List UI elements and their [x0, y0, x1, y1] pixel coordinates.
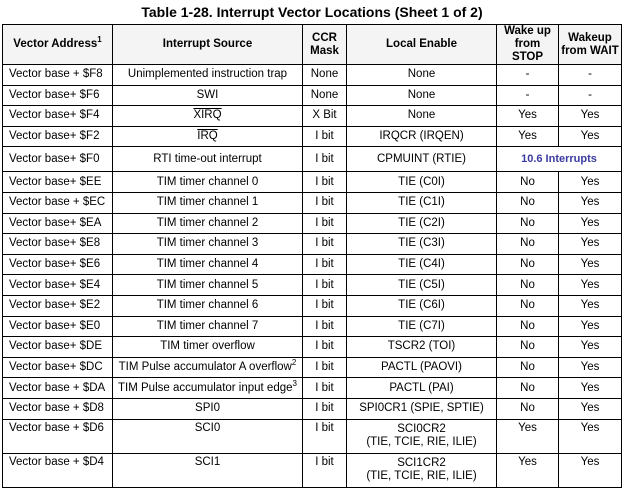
cell-vector-address: Vector base+ $F2	[3, 126, 113, 147]
cell-interrupt-source	[113, 378, 303, 399]
cell-ccr-mask: I bit	[303, 126, 347, 147]
interrupt-source-text: Unimplemented instruction trap	[127, 68, 288, 81]
interrupt-source-text: TIM timer channel 7	[156, 319, 259, 332]
cell-wake-wait: Yes	[559, 295, 622, 316]
cell-local-enable	[347, 234, 497, 255]
cell-local-enable	[347, 337, 497, 358]
cell-wake-stop: No	[497, 357, 559, 378]
local-enable-text-line2: (TIE, TCIE, RIE, ILIE)	[366, 436, 477, 448]
table-row	[3, 419, 622, 453]
cell-wake-stop: No	[497, 172, 559, 193]
cell-wake-wait: Yes	[559, 337, 622, 358]
cell-local-enable	[347, 213, 497, 234]
interrupt-source-text: TIM timer channel 4	[156, 258, 259, 271]
cell-wake-stop: No	[497, 295, 559, 316]
cell-interrupt-source	[113, 192, 303, 213]
footnote-marker: 3	[292, 378, 297, 388]
cell-interrupt-source	[113, 234, 303, 255]
cell-wake-wait: Yes	[559, 172, 622, 193]
cell-interrupt-source	[113, 213, 303, 234]
cell-wake-stop: Yes	[497, 106, 559, 127]
cell-wake-stop: No	[497, 398, 559, 419]
cell-wake-wait: Yes	[559, 316, 622, 337]
cell-interrupt-source	[113, 357, 303, 378]
table-row	[3, 398, 622, 419]
cell-wake-wait: Yes	[559, 275, 622, 296]
interrupt-source-text: RTI time-out interrupt	[153, 152, 262, 165]
cell-vector-address: Vector base+ $E4	[3, 275, 113, 296]
local-enable-text: TIE (C1I)	[398, 196, 445, 209]
table-row	[3, 337, 622, 358]
cell-ccr-mask: None	[303, 65, 347, 86]
cell-wake-stop: No	[497, 316, 559, 337]
cell-wake-stop: No	[497, 275, 559, 296]
cell-wake-stop: No	[497, 378, 559, 399]
cell-wake-stop: Yes	[497, 453, 559, 487]
local-enable-text: None	[407, 88, 436, 101]
cell-local-enable	[347, 357, 497, 378]
interrupt-vector-table	[2, 24, 622, 488]
local-enable-text: PACTL (PAI)	[389, 381, 454, 394]
table-row	[3, 85, 622, 106]
local-enable-text: SPI0CR1 (SPIE, SPTIE)	[359, 402, 484, 415]
cell-wake-stop: Yes	[497, 126, 559, 147]
cell-vector-address: Vector base + $EC	[3, 192, 113, 213]
local-enable-text: TIE (C2I)	[398, 216, 445, 229]
cell-wake-stop: Yes	[497, 419, 559, 453]
interrupt-source-text: SCI1	[194, 455, 221, 468]
cell-interrupt-source	[113, 147, 303, 172]
cell-interrupt-source	[113, 398, 303, 419]
interrupt-source-text: XIRQ	[193, 109, 222, 122]
cell-local-enable	[347, 65, 497, 86]
interrupt-source-text: TIM timer channel 1	[156, 196, 259, 209]
cell-wake-wait: Yes	[559, 126, 622, 147]
header-row	[3, 25, 622, 65]
header-wake-wait: Wakeup from WAIT	[559, 25, 622, 65]
interrupt-source-text: $\overline{IRQ}$	[197, 130, 218, 143]
cell-vector-address: Vector base+ $E8	[3, 234, 113, 255]
cell-vector-address: Vector base + $DA	[3, 378, 113, 399]
cell-wake-wait: Yes	[559, 213, 622, 234]
cell-wake-wait: Yes	[559, 192, 622, 213]
cell-interrupt-source	[113, 172, 303, 193]
interrupt-source-text: TIM timer channel 0	[156, 175, 259, 188]
cell-ccr-mask: X Bit	[303, 106, 347, 127]
cell-ccr-mask: None	[303, 85, 347, 106]
cell-local-enable	[347, 453, 497, 487]
cell-vector-address: Vector base+ $DC	[3, 357, 113, 378]
interrupt-source-text: TIM Pulse accumulator A overflow	[118, 361, 292, 374]
cell-wake-wait: Yes	[559, 419, 622, 453]
local-enable-text: PACTL (PAOVI)	[381, 361, 462, 374]
interrupt-source-text: SWI	[196, 88, 219, 101]
cell-vector-address: Vector base+ $EE	[3, 172, 113, 193]
cell-interrupt-source	[113, 453, 303, 487]
cell-local-enable	[347, 275, 497, 296]
interrupt-source-text: TIM timer channel 5	[156, 278, 259, 291]
cell-interrupt-source	[113, 419, 303, 453]
cell-ccr-mask: I bit	[303, 213, 347, 234]
header-ccr-mask: CCR Mask	[303, 25, 347, 65]
cell-wake-stop: -	[497, 65, 559, 86]
cell-interrupt-source	[113, 126, 303, 147]
cell-wake-wait: -	[559, 85, 622, 106]
cell-local-enable	[347, 254, 497, 275]
cell-vector-address: Vector base+ $F0	[3, 147, 113, 172]
table-row	[3, 147, 622, 172]
cell-ccr-mask: I bit	[303, 378, 347, 399]
cell-local-enable	[347, 316, 497, 337]
table-row	[3, 254, 622, 275]
table-row	[3, 65, 622, 86]
cell-ccr-mask: I bit	[303, 419, 347, 453]
local-enable-text: TIE (C0I)	[398, 175, 445, 188]
cell-local-enable	[347, 295, 497, 316]
cell-wake-wait: Yes	[559, 398, 622, 419]
cell-interrupt-source	[113, 295, 303, 316]
cell-interrupt-source	[113, 85, 303, 106]
cell-wake-wait: Yes	[559, 106, 622, 127]
cell-wake-stop: No	[497, 337, 559, 358]
table-row	[3, 453, 622, 487]
cell-vector-address: Vector base+ $E0	[3, 316, 113, 337]
cell-ccr-mask: I bit	[303, 147, 347, 172]
footnote-marker: 2	[291, 358, 297, 368]
local-enable-text: None	[407, 109, 436, 122]
table-row	[3, 295, 622, 316]
cell-ccr-mask: I bit	[303, 295, 347, 316]
cell-wake-wait: Yes	[559, 254, 622, 275]
table-row	[3, 213, 622, 234]
cell-local-enable	[347, 126, 497, 147]
local-enable-text: TIE (C3I)	[398, 237, 445, 250]
cell-wake-wait: -	[559, 65, 622, 86]
local-enable-text: IRQCR (IRQEN)	[379, 130, 464, 143]
table-row	[3, 357, 622, 378]
local-enable-text: TIE (C6I)	[398, 299, 445, 312]
cell-interrupt-source	[113, 337, 303, 358]
cell-ccr-mask: I bit	[303, 357, 347, 378]
cell-local-enable	[347, 192, 497, 213]
cell-ccr-mask: I bit	[303, 172, 347, 193]
cell-ccr-mask: I bit	[303, 398, 347, 419]
cell-interrupt-source	[113, 316, 303, 337]
cell-interrupt-source	[113, 106, 303, 127]
cell-vector-address: Vector base+ $DE	[3, 337, 113, 358]
cell-vector-address: Vector base + $D6	[3, 419, 113, 453]
cell-vector-address: Vector base+ $F6	[3, 85, 113, 106]
cell-vector-address: Vector base+ $F4	[3, 106, 113, 127]
cell-local-enable	[347, 419, 497, 453]
cell-wake-wait: Yes	[559, 453, 622, 487]
interrupt-source-text: TIM timer overflow	[160, 340, 255, 353]
cell-vector-address: Vector base+ $EA	[3, 213, 113, 234]
cell-ccr-mask: I bit	[303, 234, 347, 255]
cell-interrupt-source	[113, 275, 303, 296]
cell-ccr-mask: I bit	[303, 337, 347, 358]
table-row	[3, 172, 622, 193]
local-enable-text: CPMUINT (RTIE)	[376, 152, 467, 165]
interrupt-source-text: TIM timer channel 6	[156, 299, 259, 312]
cell-vector-address: Vector base + $D4	[3, 453, 113, 487]
cell-interrupt-source	[113, 254, 303, 275]
cell-interrupt-source	[113, 65, 303, 86]
cell-ccr-mask: I bit	[303, 453, 347, 487]
table-row	[3, 234, 622, 255]
header-local-enable: Local Enable	[347, 25, 497, 65]
cell-ccr-mask: I bit	[303, 275, 347, 296]
interrupt-source-text: TIM timer channel 2	[156, 216, 259, 229]
cell-local-enable	[347, 398, 497, 419]
cell-vector-address: Vector base+ $E6	[3, 254, 113, 275]
interrupts-section-link[interactable]: 10.6 Interrupts	[521, 152, 597, 165]
cell-wake-link	[497, 147, 622, 172]
cell-ccr-mask: I bit	[303, 254, 347, 275]
local-enable-text: SCI0CR2	[397, 423, 446, 435]
cell-wake-wait: Yes	[559, 234, 622, 255]
interrupt-source-text: TIM timer channel 3	[156, 237, 259, 250]
cell-local-enable	[347, 378, 497, 399]
cell-wake-stop: No	[497, 213, 559, 234]
cell-vector-address: Vector base + $F8	[3, 65, 113, 86]
interrupt-source-text: SCI0	[194, 421, 221, 434]
table-row	[3, 192, 622, 213]
cell-wake-wait: Yes	[559, 378, 622, 399]
cell-wake-stop: No	[497, 234, 559, 255]
table-row	[3, 378, 622, 399]
table-caption: Table 1-28. Interrupt Vector Locations (Sheet 1 of 2)	[141, 4, 483, 20]
local-enable-text: TIE (C7I)	[398, 319, 445, 332]
cell-wake-stop: No	[497, 192, 559, 213]
cell-wake-stop: -	[497, 85, 559, 106]
table-row	[3, 316, 622, 337]
cell-ccr-mask: I bit	[303, 316, 347, 337]
cell-vector-address: Vector base+ $E2	[3, 295, 113, 316]
local-enable-text: None	[407, 68, 436, 81]
interrupt-source-text: TIM Pulse accumulator input edge	[118, 381, 293, 394]
local-enable-text-line2: (TIE, TCIE, RIE, ILIE)	[366, 470, 477, 482]
local-enable-text: TIE (C5I)	[398, 278, 445, 291]
cell-local-enable	[347, 147, 497, 172]
local-enable-text: SCI1CR2	[397, 457, 446, 469]
local-enable-text: TSCR2 (TOI)	[387, 340, 456, 353]
cell-wake-wait: Yes	[559, 357, 622, 378]
cell-local-enable	[347, 106, 497, 127]
table-row	[3, 106, 622, 127]
table-row	[3, 126, 622, 147]
cell-wake-stop: No	[497, 254, 559, 275]
cell-local-enable	[347, 85, 497, 106]
header-interrupt-source: Interrupt Source	[113, 25, 303, 65]
cell-local-enable	[347, 172, 497, 193]
local-enable-text: TIE (C4I)	[398, 258, 445, 271]
header-vector-address: Vector Address$^1$	[3, 25, 113, 65]
cell-ccr-mask: I bit	[303, 192, 347, 213]
header-wake-stop: Wake up from STOP	[497, 25, 559, 65]
interrupt-source-text: SPI0	[195, 402, 220, 415]
table-row	[3, 275, 622, 296]
cell-vector-address: Vector base + $D8	[3, 398, 113, 419]
